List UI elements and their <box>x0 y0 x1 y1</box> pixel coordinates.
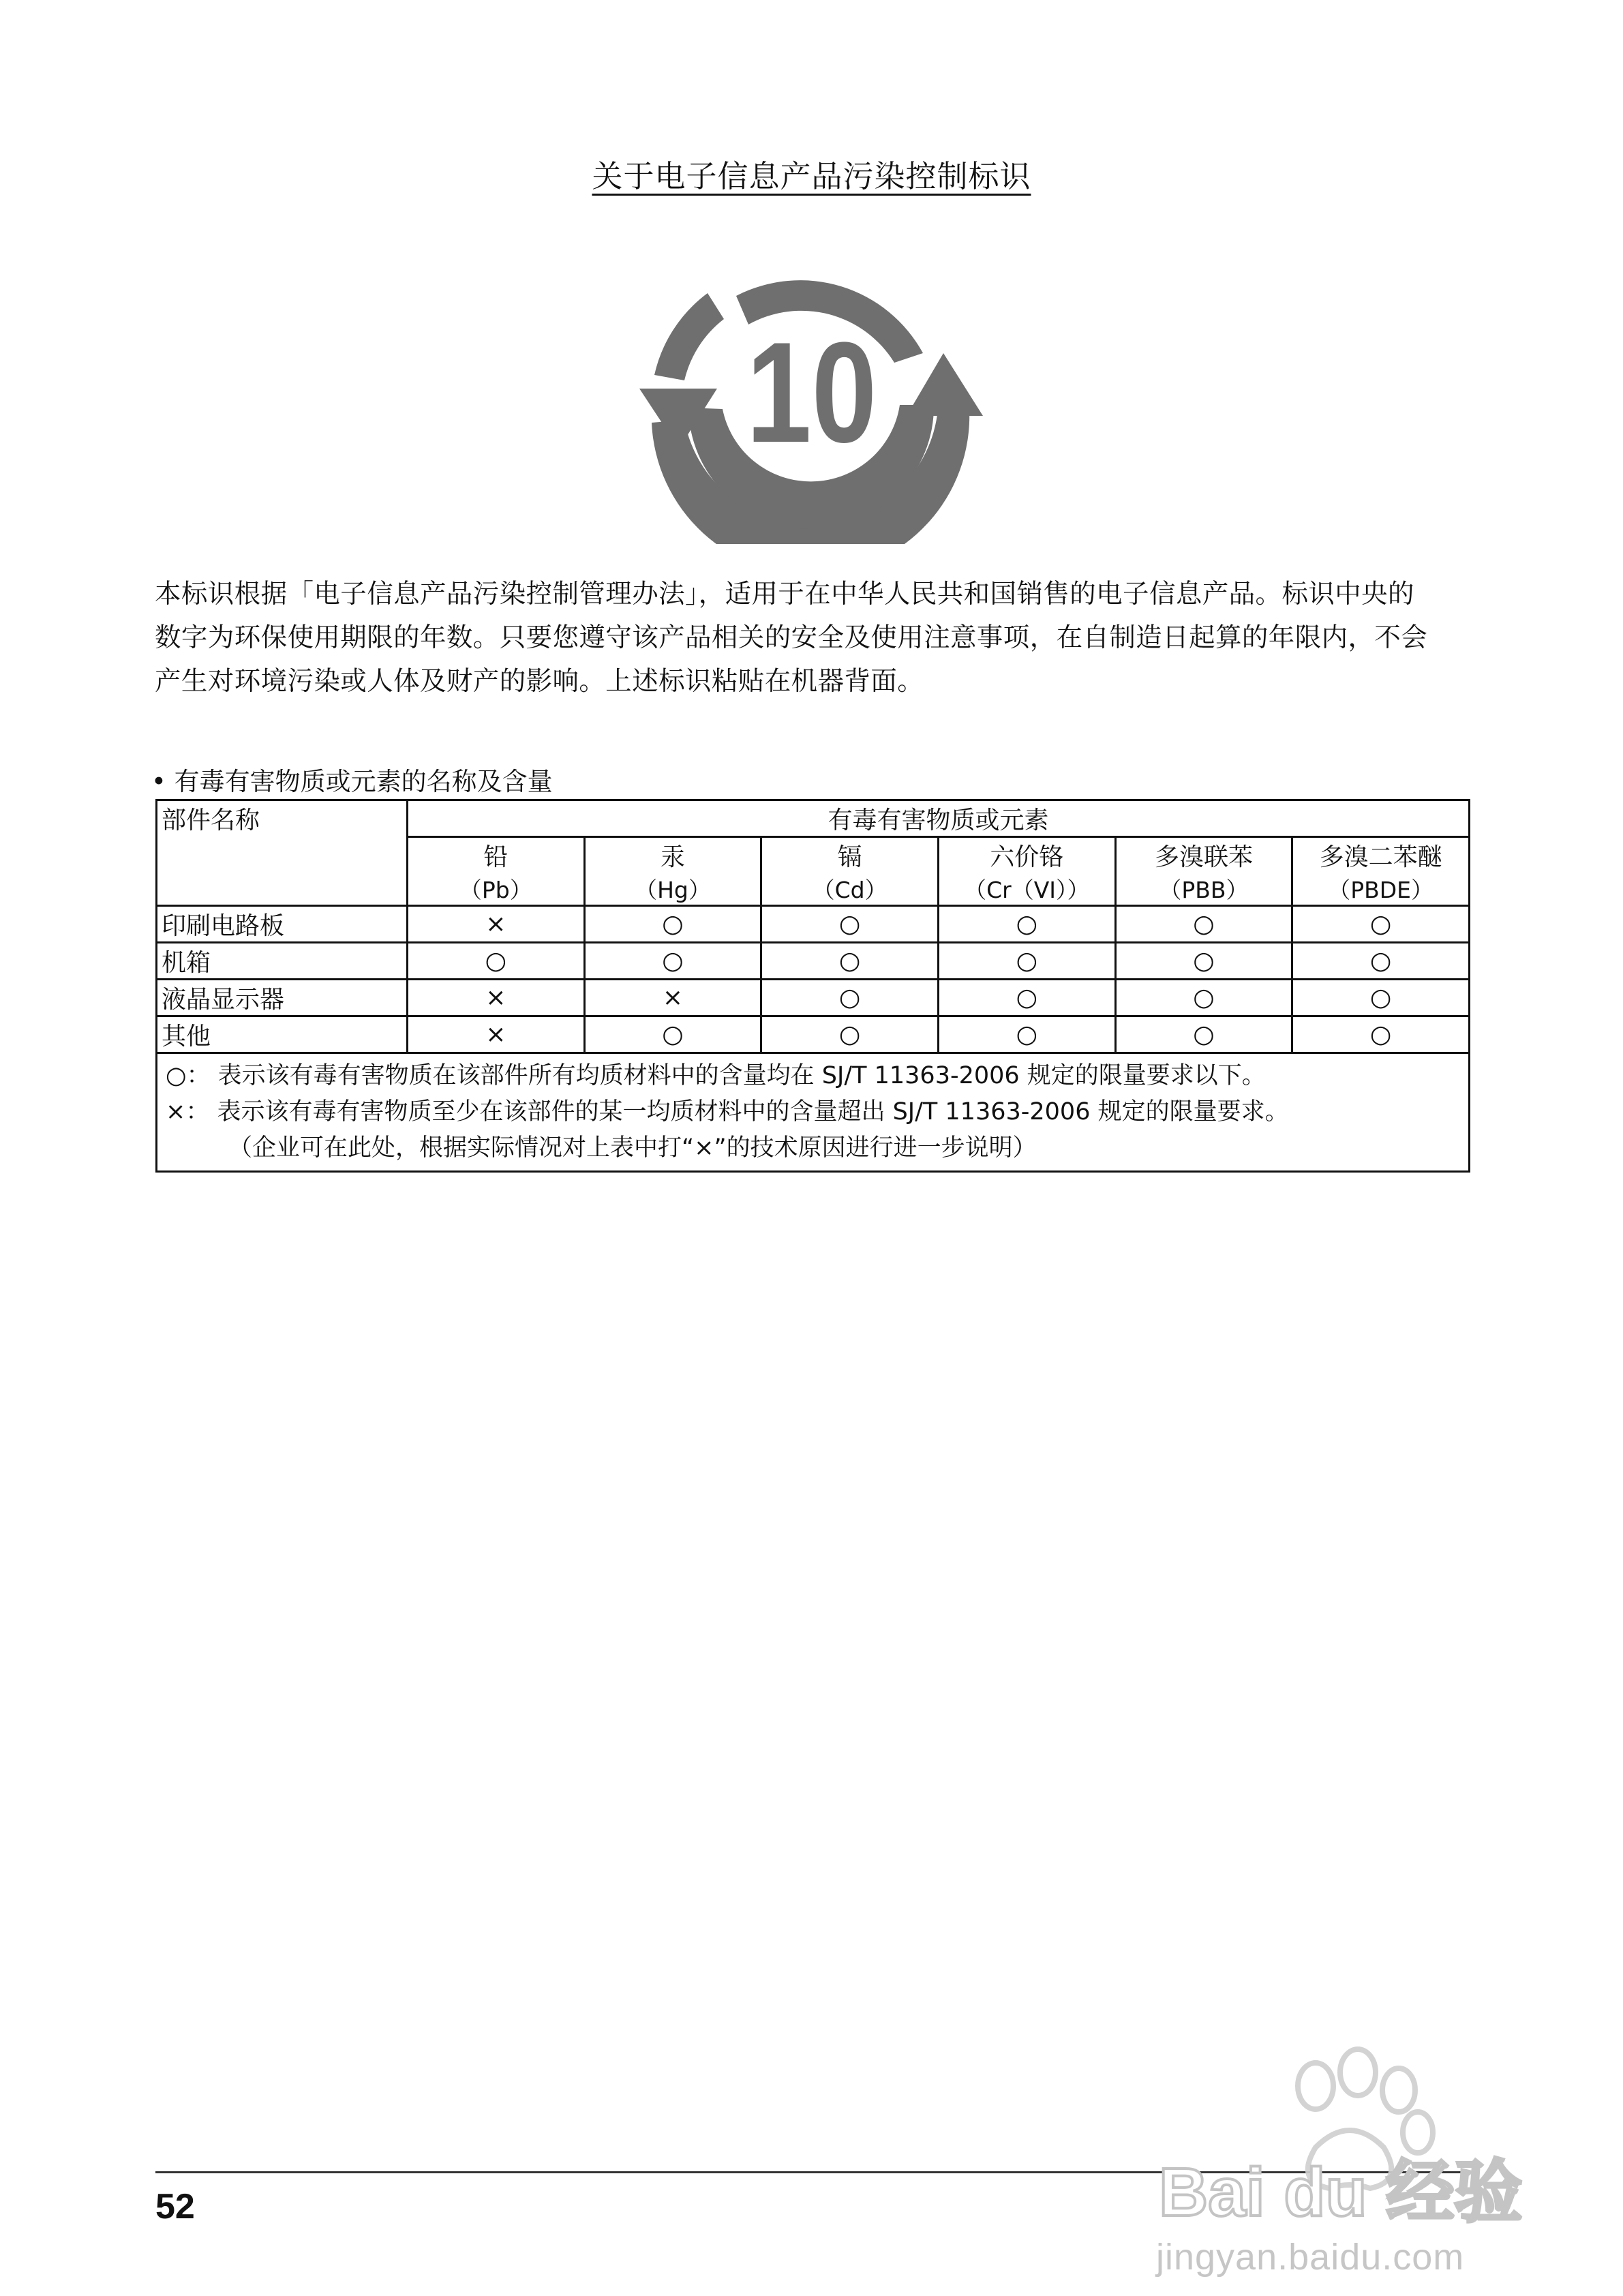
value-cell: × <box>584 980 761 1016</box>
page-title: 关于电子信息产品污染控制标识 <box>592 158 1031 194</box>
paragraph-line: 产生对环境污染或人体及财产的影响。上述标识粘贴在机器背面。 <box>155 666 924 697</box>
value-cell: ○ <box>1115 980 1292 1016</box>
column-header: 多溴联苯 （PBB） <box>1115 837 1292 906</box>
pollution-control-logo <box>627 251 995 544</box>
paragraph-line: 本标识根据「电子信息产品污染控制管理办法」，适用于在中华人民共和国销售的电子信息产品。标识中央的 <box>155 579 1414 609</box>
column-header: 六价铬 （Cr（VI）） <box>938 837 1115 906</box>
value-cell: ○ <box>938 906 1115 943</box>
part-name-cell: 液晶显示器 <box>157 980 408 1016</box>
value-cell: ○ <box>584 943 761 980</box>
value-cell: ○ <box>938 1016 1115 1053</box>
value-cell: ○ <box>584 906 761 943</box>
part-name-cell: 印刷电路板 <box>157 906 408 943</box>
value-cell: ○ <box>1292 906 1470 943</box>
value-cell: ○ <box>761 943 939 980</box>
note-line: ○： 表示该有毒有害物质在该部件所有均质材料中的含量均在 SJ/T 11363-2006 规定的限量要求以下。 <box>166 1062 1266 1089</box>
value-cell: ○ <box>761 1016 939 1053</box>
table-caption: • 有毒有害物质或元素的名称及含量 <box>151 767 553 796</box>
part-name-header: 部件名称 <box>157 800 408 906</box>
value-cell: ○ <box>1115 943 1292 980</box>
watermark-brand: Bai du 经验 <box>1159 2154 1523 2231</box>
column-header: 镉 （Cd） <box>761 837 939 906</box>
value-cell: ○ <box>938 980 1115 1016</box>
part-name-cell: 机箱 <box>157 943 408 980</box>
value-cell: ○ <box>1292 980 1470 1016</box>
table-row <box>157 1016 1470 1053</box>
value-cell: ○ <box>1292 1016 1470 1053</box>
column-header: 汞 （Hg） <box>584 837 761 906</box>
watermark-url: jingyan.baidu.com <box>1156 2237 1465 2278</box>
value-cell: × <box>408 980 585 1016</box>
value-cell: ○ <box>584 1016 761 1053</box>
value-cell: ○ <box>761 906 939 943</box>
column-header: 铅 （Pb） <box>408 837 585 906</box>
note-line: ×： 表示该有毒有害物质至少在该部件的某一均质材料中的含量超出 SJ/T 11363-2006 规定的限量要求。 <box>166 1098 1289 1126</box>
value-cell: ○ <box>1292 943 1470 980</box>
value-cell: ○ <box>938 943 1115 980</box>
value-cell: ○ <box>1115 1016 1292 1053</box>
table-row <box>157 980 1470 1016</box>
hazardous-substances-table <box>155 799 1470 1173</box>
value-cell: ○ <box>408 943 585 980</box>
table-row <box>157 943 1470 980</box>
value-cell: × <box>408 1016 585 1053</box>
value-cell: × <box>408 906 585 943</box>
logo-number: 10 <box>746 312 877 472</box>
paragraph-line: 数字为环保使用期限的年数。只要您遵守该产品相关的安全及使用注意事项，在自制造日起算的年限内，不会 <box>155 622 1428 653</box>
column-header: 多溴二苯醚 （PBDE） <box>1292 837 1470 906</box>
part-name-cell: 其他 <box>157 1016 408 1053</box>
value-cell: ○ <box>761 980 939 1016</box>
value-cell: ○ <box>1115 906 1292 943</box>
note-line: （企业可在此处，根据实际情况对上表中打“×”的技术原因进行进一步说明） <box>228 1134 1037 1162</box>
page-number: 52 <box>155 2187 195 2226</box>
description-paragraph <box>155 573 1470 704</box>
substances-group-header: 有毒有害物质或元素 <box>408 800 1470 837</box>
table-notes <box>157 1053 1470 1172</box>
table-row <box>157 906 1470 943</box>
